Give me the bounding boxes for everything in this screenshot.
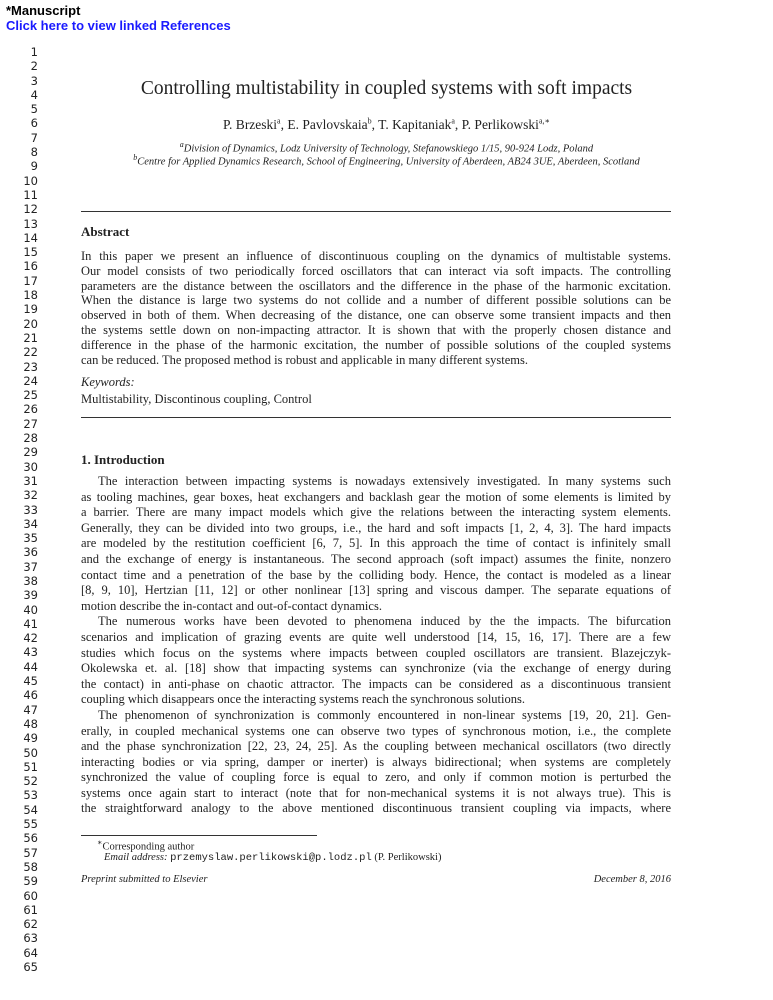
line-number: 36 [23,545,38,560]
line-number: 29 [23,445,38,460]
line-number: 27 [23,416,38,431]
text-line: Generally, they can be divided into two groups, i.e., the hard and soft impacts [1, 2, 4, 3]. The hard impacts [81,520,671,535]
text-line: systems once again start to interact (note that for non-mechanical systems it is not always true). This is [81,785,671,800]
line-number: 42 [23,631,38,646]
line-number: 15 [23,245,38,260]
linked-references-link[interactable]: Click here to view linked References [6,18,231,33]
line-number: 4 [30,87,38,102]
line-number: 10 [23,173,38,188]
manuscript-label: *Manuscript [6,3,81,18]
line-number: 59 [23,874,38,889]
line-number: 25 [23,388,38,403]
affiliation-mark: b [133,153,138,162]
line-number: 63 [23,931,38,946]
affiliation-text: Centre for Applied Dynamics Research, School of Engineering, University of Aberdeen, AB24 3UE, Aberdeen, Scotland [137,156,640,168]
author-affiliation-mark: a [277,116,281,125]
line-number: 31 [23,473,38,488]
line-number: 20 [23,316,38,331]
line-number: 26 [23,402,38,417]
line-number: 12 [23,202,38,217]
line-number: 47 [23,702,38,717]
author-affiliation-mark: b [367,116,372,125]
line-number: 60 [23,888,38,903]
author-name: P. Brzeski [223,116,278,132]
line-number: 45 [23,674,38,689]
line-number: 21 [23,330,38,345]
line-number: 65 [23,960,38,974]
line-number: 52 [23,774,38,789]
line-number: 41 [23,616,38,631]
text-line: scenarios and implication of grazing events are quite well understood [14, 15, 16, 17]. There are a few [81,629,671,644]
line-number: 11 [23,187,38,202]
line-number: 23 [23,359,38,374]
line-number: 19 [23,302,38,317]
intro-body [81,474,671,817]
line-number: 28 [23,431,38,446]
email-address[interactable]: przemyslaw.perlikowski@p.lodz.pl [170,852,372,864]
keywords-label: Keywords: [81,375,135,389]
footnote-mark: ∗ [97,838,103,847]
line-number: 48 [23,716,38,731]
line-number: 49 [23,731,38,746]
footnote-rule [81,835,317,836]
affiliation-text: Division of Dynamics, Lodz University of Technology, Stefanowskiego 1/15, 90-924 Lodz, Poland [183,143,594,155]
text-line: coupling which disappears once the interacting systems reach the synchronous solutions. [81,692,525,707]
line-number: 55 [23,817,38,832]
affiliation-b [0,153,773,168]
text-line: difference in the phase of the harmonic excitation, the number of possible solutions of the coupled systems [81,337,671,352]
intro-heading: 1. Introduction [81,452,165,467]
bottom-rule [81,417,671,418]
text-line: When the distance is large two systems do not collide and a number of different possible solutions can be [81,293,671,308]
text-line: [8, 9, 10], Hertzian [11, 12] or other nonlinear [13] spring and viscous damper. The separate equations of [81,583,671,598]
author [223,117,287,132]
footer-date: December 8, 2016 [593,874,671,885]
line-number: 50 [23,745,38,760]
line-number: 56 [23,831,38,846]
line-number: 3 [30,73,38,88]
line-number: 18 [23,288,38,303]
abstract-body [81,249,671,367]
author-affiliation-mark: a [451,116,455,125]
paragraph [81,708,671,817]
affiliation-mark: a [179,140,184,149]
text-line: the contact) in anti-phase on chaotic attractor. The impacts can be considered as a discontinuous transient [81,676,671,691]
line-number: 44 [23,659,38,674]
text-line: a barrier. There are many impact models which give the relations between the interacting system elements. [81,505,671,520]
line-number: 37 [23,559,38,574]
text-line: parameters are the distance between the oscillators and the difference in the phase of the harmonic excitation. [81,278,671,293]
keywords: Multistability, Discontinous coupling, Control [81,392,312,406]
author-name: P. Perlikowski [461,116,539,132]
author [287,117,378,132]
footnote-corresponding [97,838,194,853]
line-number: 6 [30,116,38,131]
line-number: 61 [23,902,38,917]
text-line: motion describe the in-contact and out-of-contact dynamics. [81,598,382,613]
text-line: Our model consists of two periodically forced oscillators that can interact via soft impacts. The controlling [81,263,671,278]
author-name: E. Pavlovskaia [287,116,368,132]
email-label: Email address: [104,852,168,863]
text-line: and the phase synchronization [22, 23, 24, 25]. As the coupling between mechanical oscillators (two directly [81,739,671,754]
paper-title: Controlling multistability in coupled systems with soft impacts [140,78,633,99]
text-line: erally, in coupled mechanical systems one can observe two types of synchronous motion, i.e., the complete [81,723,671,738]
author-separator: , [454,116,462,132]
line-number: 58 [23,859,38,874]
line-number: 9 [30,159,38,174]
email-owner: (P. Perlikowski) [374,852,442,863]
line-numbers [14,45,38,974]
paragraph [81,614,671,708]
text-line: The numerous works have been devoted to phenomena induced by the the impacts. The bifurcation [98,614,671,629]
text-line: The phenomenon of synchronization is commonly encountered in non-linear systems [19, 20, 21]. Gen- [98,707,671,722]
text-line: and the exchange of energy is instantaneous. The second approach (soft impact) assumes the finite, nonzero [81,551,671,566]
line-number: 43 [23,645,38,660]
author-name: T. Kapitaniak [378,116,452,132]
text-line: observed in both of them. When decreasing of the distance, one can observe some transient impacts and then [81,308,671,323]
footnote-text: Corresponding author [102,841,195,853]
line-number: 16 [23,259,38,274]
line-number: 5 [30,102,38,117]
line-number: 51 [23,759,38,774]
line-number: 40 [23,602,38,617]
line-number: 64 [23,945,38,960]
line-number: 34 [23,516,38,531]
text-line: as tooling machines, gear boxes, heat exchangers and backlash gear the motion of some elements is limited by [81,489,671,504]
line-number: 8 [30,145,38,160]
text-line: studies which focus on the systems where impacts between coupled oscillators are transient. Blazejczyk- [81,645,671,660]
text-line: are modeled by the restitution coefficient [6, 7, 5]. In this approach the time of contact is infinitely small [81,536,671,551]
author-separator: , [280,116,288,132]
text-line: Okolewska et. al. [18] show that impacting systems can synchronize (via the exchange of energy during [81,661,671,676]
text-line: In this paper we present an influence of discontinuous coupling on the dynamics of multistable systems. [81,249,671,263]
line-number: 24 [23,373,38,388]
text-line: the straightforward analogy to the above mentioned discontinuous transient coupling via impacts, where [81,801,671,816]
line-number: 13 [23,216,38,231]
abstract-heading: Abstract [81,224,130,239]
line-number: 54 [23,802,38,817]
line-number: 39 [23,588,38,603]
author [462,117,550,132]
line-number: 30 [23,459,38,474]
line-number: 14 [23,230,38,245]
line-number: 57 [23,845,38,860]
line-number: 22 [23,345,38,360]
line-number: 53 [23,788,38,803]
line-number: 17 [23,273,38,288]
text-line: the systems settle down on non-impacting attractor. It is shown that with the properly chosen distance and [81,322,671,337]
line-number: 62 [23,917,38,932]
line-number: 7 [30,130,38,145]
author-affiliation-mark: a,∗ [538,116,550,125]
text-line: contact time and a penetration of the base by the colliding body. Hence, the contact is modeled as a linear [81,567,671,582]
top-rule [81,211,671,212]
footer-preprint: Preprint submitted to Elsevier [81,874,208,885]
text-line: interacting bodies or via spring, damper or inerter) is always bidirectional; when systems are completely [81,754,671,769]
text-line: can be reduced. The proposed method is robust and applicable in many different systems. [81,352,528,367]
author-list [0,116,773,133]
line-number: 32 [23,488,38,503]
line-number: 38 [23,573,38,588]
author-separator: , [371,116,379,132]
line-number: 46 [23,688,38,703]
footnote-email [104,852,441,864]
author [378,117,462,132]
line-number: 1 [30,45,38,59]
text-line: The interaction between impacting systems is nowadays extensively investigated. In many systems such [98,474,671,488]
line-number: 35 [23,531,38,546]
line-number: 2 [30,59,38,74]
paragraph [81,474,671,614]
line-number: 33 [23,502,38,517]
text-line: synchronized the value of coupling force is equal to zero, and only if common motion is perturbed the [81,770,671,785]
